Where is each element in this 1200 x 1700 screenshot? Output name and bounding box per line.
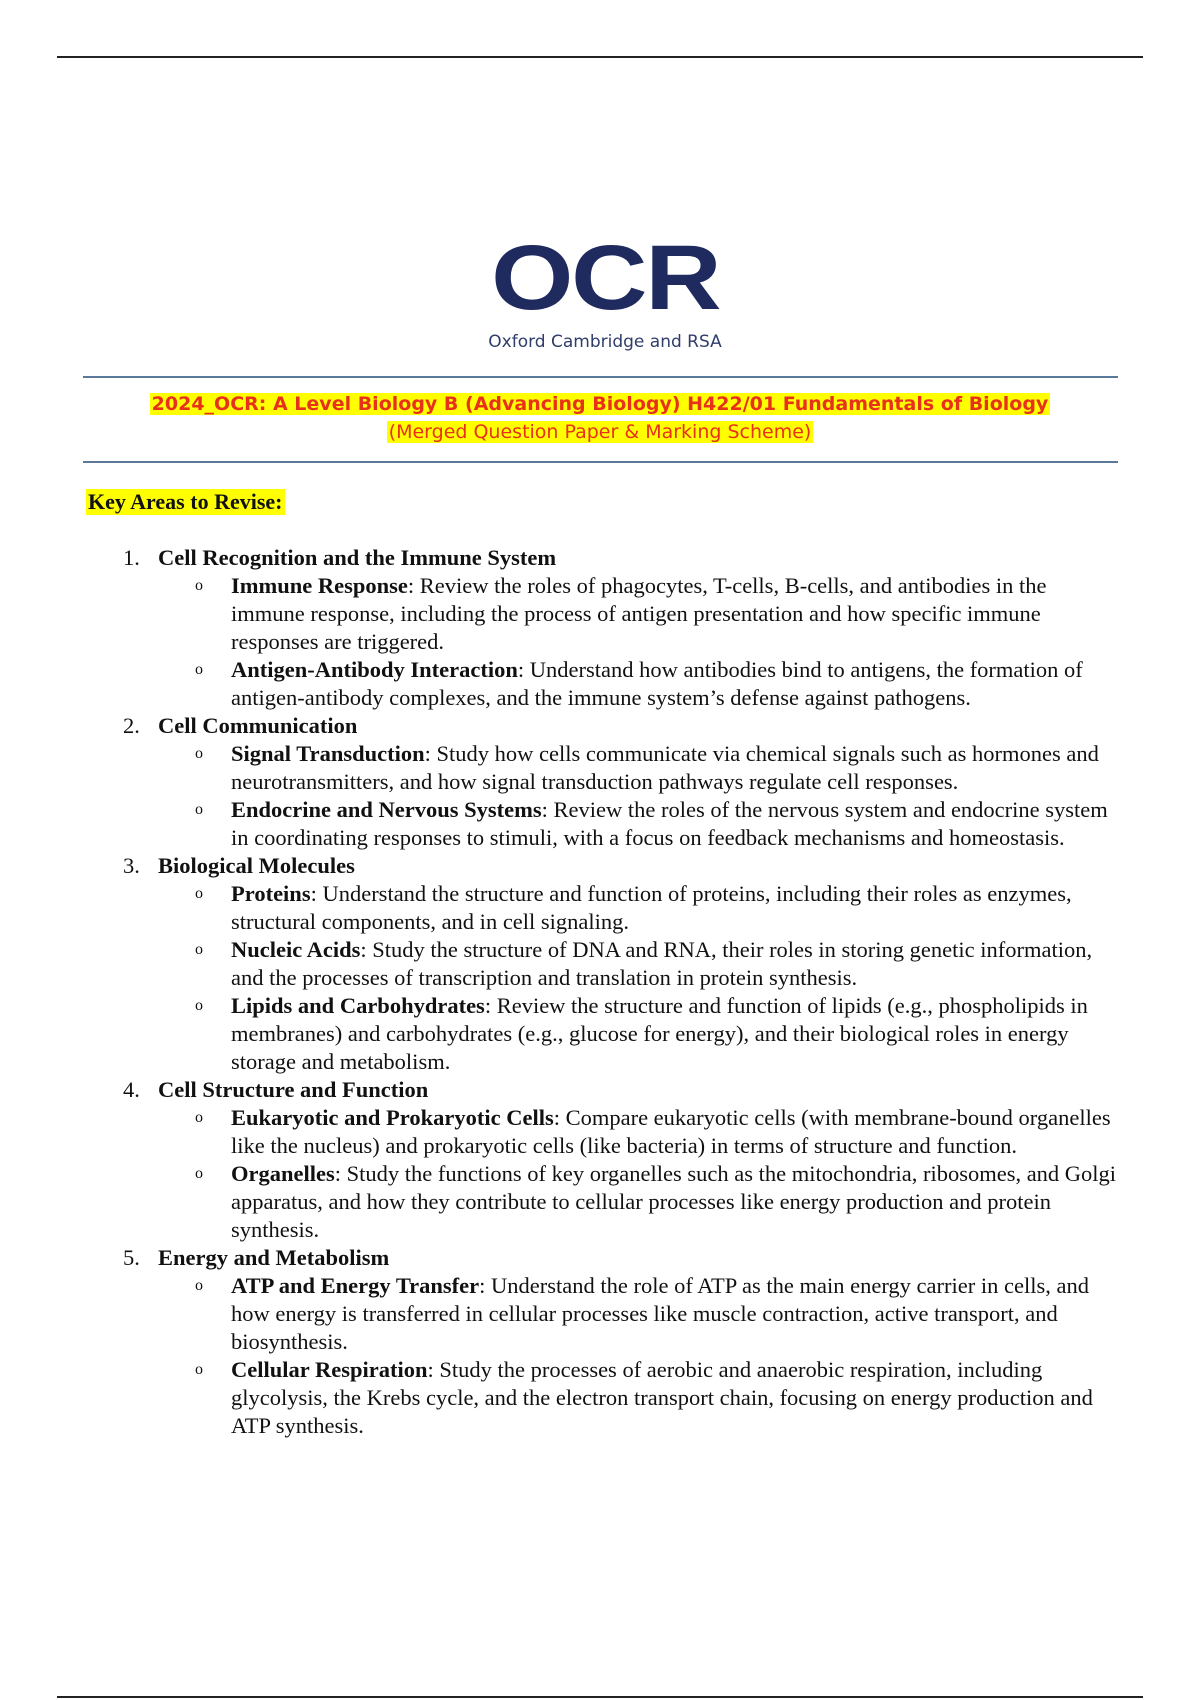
bullet-item (120, 572, 1120, 656)
bullet-item (120, 1160, 1120, 1244)
bullet-term: Signal Transduction (231, 741, 425, 766)
page-bottom-rule (57, 1696, 1143, 1698)
section-heading (120, 712, 1120, 740)
bullet-icon: o (195, 1165, 203, 1182)
bullet-icon: o (195, 1277, 203, 1294)
bullet-icon: o (195, 577, 203, 594)
bullet-term: ATP and Energy Transfer (231, 1273, 480, 1298)
section-item (120, 1244, 1120, 1440)
section-item (120, 544, 1120, 712)
section-item (120, 852, 1120, 1076)
bullet-term: Nucleic Acids (231, 937, 361, 962)
section-number: 4. (123, 1077, 140, 1102)
bullet-icon: o (195, 1109, 203, 1126)
section-number: 5. (123, 1245, 140, 1270)
bullet-text: : Compare eukaryotic cells (with membrane-bound organelles like the nucleus) and prokaryotic cells (like bacteria) in terms of structure and function. (231, 1105, 1111, 1158)
bullet-text: : Review the roles of phagocytes, T-cells, B-cells, and antibodies in the immune response, including the process of antigen presentation and how specific immune responses are triggered. (231, 573, 1047, 654)
bullet-item (120, 1356, 1120, 1440)
page-top-rule (57, 56, 1143, 58)
section-heading (120, 544, 1120, 572)
bullet-item (120, 992, 1120, 1076)
section-number: 2. (123, 713, 140, 738)
document-title (0, 390, 1200, 446)
bullet-term: Proteins (231, 881, 311, 906)
bullet-text: : Study the structure of DNA and RNA, their roles in storing genetic information, and the processes of transcription and translation in protein synthesis. (231, 937, 1093, 990)
section-number: 1. (123, 545, 140, 570)
section-title: Energy and Metabolism (158, 1245, 390, 1270)
bullet-text: : Study the functions of key organelles such as the mitochondria, ribosomes, and Golgi apparatus, and how they contribute to cellular processes like energy production and protein synthesis. (231, 1161, 1117, 1242)
section-heading (120, 1076, 1120, 1104)
key-areas-heading: Key Areas to Revise: (88, 489, 283, 514)
bullet-text: : Study the processes of aerobic and anaerobic respiration, including glycolysis, the Krebs cycle, and the electron transport chain, focusing on energy production and ATP synthesis. (231, 1357, 1093, 1438)
bullet-text: : Understand the role of ATP as the main energy carrier in cells, and how energy is transferred in cellular processes like muscle contraction, active transport, and biosynthesis. (231, 1273, 1089, 1354)
bullet-icon: o (195, 1361, 203, 1378)
section-heading (120, 852, 1120, 880)
title-line-1: 2024_OCR: A Level Biology B (Advancing Biology) H422/01 Fundamentals of Biology (151, 393, 1049, 415)
section-heading (120, 1244, 1120, 1272)
bullet-term: Lipids and Carbohydrates (231, 993, 485, 1018)
section-item (120, 712, 1120, 852)
bullet-item (120, 936, 1120, 992)
bullet-icon: o (195, 885, 203, 902)
bullet-item (120, 740, 1120, 796)
bullet-term: Eukaryotic and Prokaryotic Cells (231, 1105, 554, 1130)
bullet-term: Cellular Respiration (231, 1357, 428, 1382)
bullet-item (120, 1104, 1120, 1160)
title-bottom-rule (83, 461, 1118, 463)
bullet-icon: o (195, 745, 203, 762)
bullet-item (120, 656, 1120, 712)
bullet-icon: o (195, 941, 203, 958)
title-line-2: (Merged Question Paper & Marking Scheme) (388, 421, 812, 443)
ocr-logo (455, 227, 755, 352)
bullet-item (120, 796, 1120, 852)
bullet-text: : Review the structure and function of lipids (e.g., phospholipids in membranes) and carbohydrates (e.g., glucose for energy), and their biological roles in energy storage and metabolism. (231, 993, 1088, 1074)
section-number: 3. (123, 853, 140, 878)
bullet-term: Antigen-Antibody Interaction (231, 657, 518, 682)
bullet-icon: o (195, 661, 203, 678)
bullet-text: : Study how cells communicate via chemical signals such as hormones and neurotransmitters, and how signal transduction pathways regulate cell responses. (231, 741, 1099, 794)
section-title: Cell Recognition and the Immune System (158, 545, 557, 570)
logo-mark: OCR (490, 227, 720, 329)
revision-list (120, 544, 1120, 1440)
logo-subtitle: Oxford Cambridge and RSA (488, 332, 722, 352)
bullet-text: : Review the roles of the nervous system and endocrine system in coordinating responses to stimuli, with a focus on feedback mechanisms and homeostasis. (231, 797, 1108, 850)
bullet-item (120, 880, 1120, 936)
bullet-item (120, 1272, 1120, 1356)
section-title: Biological Molecules (158, 853, 355, 878)
bullet-icon: o (195, 997, 203, 1014)
section-title: Cell Communication (158, 713, 358, 738)
section-item (120, 1076, 1120, 1244)
title-top-rule (83, 376, 1118, 378)
bullet-term: Organelles (231, 1161, 335, 1186)
bullet-text: : Understand the structure and function of proteins, including their roles as enzymes, structural components, and in cell signaling. (231, 881, 1072, 934)
bullet-term: Endocrine and Nervous Systems (231, 797, 542, 822)
bullet-term: Immune Response (231, 573, 408, 598)
bullet-icon: o (195, 801, 203, 818)
bullet-text: : Understand how antibodies bind to antigens, the formation of antigen-antibody complexes, and the immune system’s defense against pathogens. (231, 657, 1083, 710)
section-title: Cell Structure and Function (158, 1077, 429, 1102)
